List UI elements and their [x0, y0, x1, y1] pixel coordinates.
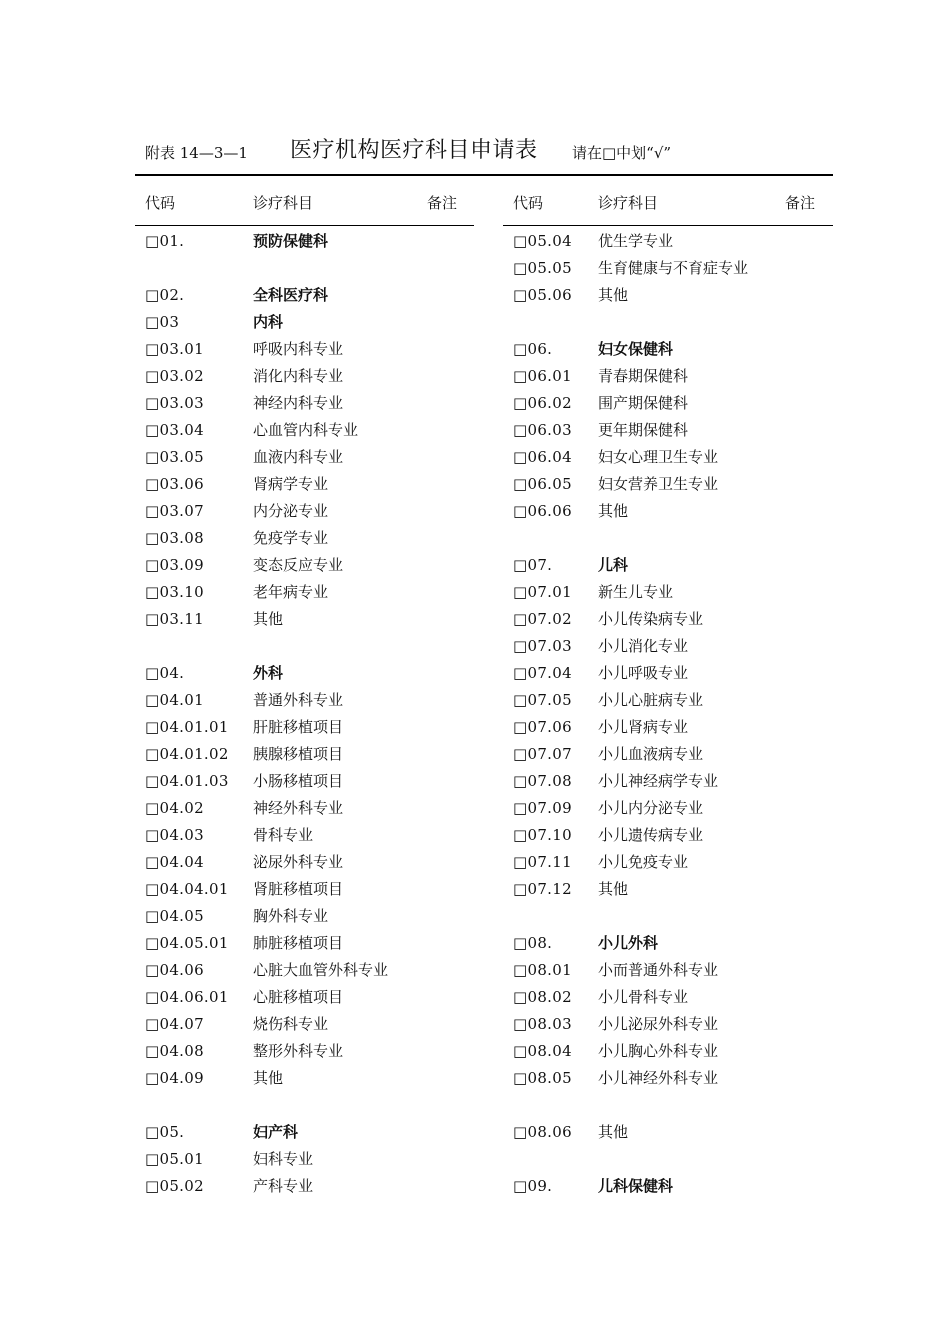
subject-row[interactable]: [513, 255, 833, 282]
subject-row[interactable]: [513, 660, 833, 687]
subject-row[interactable]: [145, 498, 474, 525]
subject-code: □04.06: [145, 961, 204, 979]
subject-row[interactable]: [513, 444, 833, 471]
subject-code: □05.: [145, 1123, 185, 1141]
subject-code: □06.02: [513, 394, 572, 412]
subject-code: □07.12: [513, 880, 572, 898]
subject-row[interactable]: [145, 579, 474, 606]
subject-row[interactable]: [513, 417, 833, 444]
subject-row[interactable]: [513, 579, 833, 606]
subject-code: □04.08: [145, 1042, 204, 1060]
subject-code: □03.10: [145, 583, 204, 601]
subject-code: □03.11: [145, 610, 204, 628]
subject-row[interactable]: [145, 1011, 474, 1038]
subject-code: □03.08: [145, 529, 204, 547]
subject-row[interactable]: [513, 1119, 833, 1146]
subject-name: 其他: [598, 880, 629, 898]
subject-row[interactable]: [145, 660, 474, 687]
subject-name: 普通外科专业: [253, 691, 344, 709]
subject-row[interactable]: [145, 228, 474, 255]
subject-name: 消化内科专业: [253, 367, 344, 385]
subject-name: 产科专业: [253, 1177, 314, 1195]
subject-row[interactable]: [513, 714, 833, 741]
blank-row: [513, 1146, 833, 1173]
subject-row[interactable]: [145, 552, 474, 579]
right-column-header: [513, 186, 833, 216]
subject-code: □07.01: [513, 583, 572, 601]
subject-name: 呼吸内科专业: [253, 340, 344, 358]
subject-code: □05.02: [145, 1177, 204, 1195]
left-column: [145, 186, 474, 1195]
subject-name: 青春期保健科: [598, 367, 689, 385]
subject-code: □05.04: [513, 232, 572, 250]
subject-row[interactable]: [145, 822, 474, 849]
subject-name: 其他: [253, 1069, 284, 1087]
blank-row: [145, 633, 474, 660]
subject-code: □04.04: [145, 853, 204, 871]
subject-code: □06.: [513, 340, 553, 358]
subject-code: □08.06: [513, 1123, 572, 1141]
subject-row[interactable]: [145, 768, 474, 795]
subject-row[interactable]: [145, 903, 474, 930]
subject-row[interactable]: [513, 984, 833, 1011]
subject-row[interactable]: [145, 687, 474, 714]
subject-category: 妇女保健科: [598, 340, 674, 358]
subject-code: □08.05: [513, 1069, 572, 1087]
subject-name: 肾脏移植项目: [253, 880, 344, 898]
subject-code: □04.01.02: [145, 745, 229, 763]
subject-row[interactable]: [513, 471, 833, 498]
subject-name: 小儿遗传病专业: [598, 826, 704, 844]
subject-row[interactable]: [145, 363, 474, 390]
subject-name: 肾病学专业: [253, 475, 329, 493]
subject-code: □04.07: [145, 1015, 204, 1033]
subject-row[interactable]: [145, 849, 474, 876]
subject-row[interactable]: [145, 1146, 474, 1173]
subject-row[interactable]: [145, 957, 474, 984]
subject-category: 妇产科: [253, 1123, 299, 1141]
subject-code: □04.04.01: [145, 880, 229, 898]
subject-row[interactable]: [145, 444, 474, 471]
subject-code: □03.02: [145, 367, 204, 385]
subject-code: □03.01: [145, 340, 204, 358]
subject-category: 小儿外科: [598, 934, 659, 952]
subject-code: □07.04: [513, 664, 572, 682]
subject-code: □07.06: [513, 718, 572, 736]
subject-code: □04.01: [145, 691, 204, 709]
subject-name: 内分泌专业: [253, 502, 329, 520]
subject-code: □07.07: [513, 745, 572, 763]
subject-name: 老年病专业: [253, 583, 329, 601]
subject-row[interactable]: [513, 498, 833, 525]
subject-row[interactable]: [513, 741, 833, 768]
subject-name: 妇科专业: [253, 1150, 314, 1168]
subject-row[interactable]: [513, 363, 833, 390]
subject-name: 肝脏移植项目: [253, 718, 344, 736]
subject-name: 小儿血液病专业: [598, 745, 704, 763]
subject-name: 小儿传染病专业: [598, 610, 704, 628]
subject-name: 变态反应专业: [253, 556, 344, 574]
subject-name: 小儿消化专业: [598, 637, 689, 655]
subject-code: □06.06: [513, 502, 572, 520]
subject-code: □04.01.01: [145, 718, 229, 736]
subject-name: 心脏移植项目: [253, 988, 344, 1006]
subject-row[interactable]: [513, 930, 833, 957]
subject-name: 围产期保健科: [598, 394, 689, 412]
subject-row[interactable]: [513, 849, 833, 876]
subject-row[interactable]: [513, 552, 833, 579]
subject-name: 胸外科专业: [253, 907, 329, 925]
subject-name: 优生学专业: [598, 232, 674, 250]
subject-row[interactable]: [513, 228, 833, 255]
subject-code: □06.03: [513, 421, 572, 439]
subject-code: □08.: [513, 934, 553, 952]
subject-code: □02.: [145, 286, 185, 304]
subject-code: □07.11: [513, 853, 572, 871]
left-row-list: [145, 228, 474, 1200]
subject-name: 新生儿专业: [598, 583, 674, 601]
subject-category: 外科: [253, 664, 284, 682]
subject-name: 心血管内科专业: [253, 421, 359, 439]
blank-row: [513, 1092, 833, 1119]
subject-row[interactable]: [145, 525, 474, 552]
subject-name: 神经外科专业: [253, 799, 344, 817]
subject-name: 小儿肾病专业: [598, 718, 689, 736]
subject-code: □03.09: [145, 556, 204, 574]
top-rule: [135, 174, 833, 176]
subject-code: □03.07: [145, 502, 204, 520]
subject-code: □03.05: [145, 448, 204, 466]
header-subject: 诊疗科目: [598, 194, 659, 212]
subject-row[interactable]: [145, 1119, 474, 1146]
subject-code: □04.02: [145, 799, 204, 817]
subject-code: □01.: [145, 232, 185, 250]
subject-name: 胰腺移植项目: [253, 745, 344, 763]
subject-category: 预防保健科: [253, 232, 329, 250]
subject-row[interactable]: [145, 606, 474, 633]
subject-name: 小儿心脏病专业: [598, 691, 704, 709]
blank-row: [513, 525, 833, 552]
subject-name: 其他: [598, 286, 629, 304]
right-header-rule: [503, 225, 833, 226]
subject-name: 小肠移植项目: [253, 772, 344, 790]
subject-name: 其他: [598, 502, 629, 520]
subject-code: □08.03: [513, 1015, 572, 1033]
subject-code: □05.01: [145, 1150, 204, 1168]
subject-row[interactable]: [513, 282, 833, 309]
subject-name: 小儿骨科专业: [598, 988, 689, 1006]
subject-name: 骨科专业: [253, 826, 314, 844]
subject-category: 内科: [253, 313, 284, 331]
subject-code: □03: [145, 313, 180, 331]
blank-row: [145, 255, 474, 282]
subject-code: □04.01.03: [145, 772, 229, 790]
subject-code: □04.03: [145, 826, 204, 844]
subject-name: 妇女心理卫生专业: [598, 448, 719, 466]
subject-row[interactable]: [513, 1173, 833, 1200]
header-subject: 诊疗科目: [253, 194, 314, 212]
subject-name: 妇女营养卫生专业: [598, 475, 719, 493]
page-title: 医疗机构医疗科目申请表: [290, 138, 538, 163]
title-row: [145, 133, 835, 167]
subject-row[interactable]: [145, 417, 474, 444]
subject-code: □04.05.01: [145, 934, 229, 952]
subject-code: □05.05: [513, 259, 572, 277]
subject-code: □07.: [513, 556, 553, 574]
subject-name: 血液内科专业: [253, 448, 344, 466]
subject-name: 小儿泌尿外科专业: [598, 1015, 719, 1033]
subject-name: 小儿免疫专业: [598, 853, 689, 871]
table-number: 附表 14—3—1: [145, 144, 248, 162]
subject-row[interactable]: [145, 471, 474, 498]
subject-code: □04.09: [145, 1069, 204, 1087]
blank-row: [145, 1092, 474, 1119]
subject-row[interactable]: [513, 795, 833, 822]
subject-code: □03.06: [145, 475, 204, 493]
right-column: [513, 186, 833, 1195]
subject-row[interactable]: [513, 1011, 833, 1038]
subject-name: 肺脏移植项目: [253, 934, 344, 952]
subject-name: 更年期保健科: [598, 421, 689, 439]
subject-name: 烧伤科专业: [253, 1015, 329, 1033]
header-code: 代码: [145, 194, 176, 212]
subject-row[interactable]: [145, 741, 474, 768]
subject-code: □08.01: [513, 961, 572, 979]
subject-code: □07.09: [513, 799, 572, 817]
header-code: 代码: [513, 194, 544, 212]
subject-row[interactable]: [145, 795, 474, 822]
subject-row[interactable]: [513, 606, 833, 633]
subject-code: □03.03: [145, 394, 204, 412]
subject-name: 小儿神经外科专业: [598, 1069, 719, 1087]
header-remark: 备注: [427, 194, 458, 212]
subject-code: □06.04: [513, 448, 572, 466]
subject-name: 小儿内分泌专业: [598, 799, 704, 817]
subject-row[interactable]: [513, 1038, 833, 1065]
subject-row[interactable]: [145, 390, 474, 417]
subject-row[interactable]: [513, 390, 833, 417]
subject-row[interactable]: [145, 984, 474, 1011]
subject-name: 小儿呼吸专业: [598, 664, 689, 682]
subject-code: □06.05: [513, 475, 572, 493]
subject-row[interactable]: [145, 714, 474, 741]
subject-name: 生育健康与不育症专业: [598, 259, 749, 277]
subject-category: 全科医疗科: [253, 286, 329, 304]
blank-row: [513, 309, 833, 336]
blank-row: [513, 903, 833, 930]
subject-name: 小儿神经病学专业: [598, 772, 719, 790]
subject-code: □04.: [145, 664, 185, 682]
subject-row[interactable]: [513, 768, 833, 795]
left-column-header: [145, 186, 474, 216]
header-remark: 备注: [785, 194, 816, 212]
subject-row[interactable]: [513, 633, 833, 660]
subject-code: □04.05: [145, 907, 204, 925]
subject-name: 神经内科专业: [253, 394, 344, 412]
subject-category: 儿科保健科: [598, 1177, 674, 1195]
subject-name: 小而普通外科专业: [598, 961, 719, 979]
subject-row[interactable]: [145, 309, 474, 336]
subject-name: 免疫学专业: [253, 529, 329, 547]
subject-row[interactable]: [513, 957, 833, 984]
subject-row[interactable]: [145, 1038, 474, 1065]
subject-code: □07.08: [513, 772, 572, 790]
subject-row[interactable]: [145, 282, 474, 309]
right-row-list: [513, 228, 833, 1200]
subject-row[interactable]: [145, 1065, 474, 1092]
subject-code: □04.06.01: [145, 988, 229, 1006]
subject-code: □07.10: [513, 826, 572, 844]
subject-code: □08.04: [513, 1042, 572, 1060]
subject-code: □07.03: [513, 637, 572, 655]
subject-name: 心脏大血管外科专业: [253, 961, 389, 979]
subject-code: □05.06: [513, 286, 572, 304]
left-header-rule: [135, 225, 474, 226]
subject-code: □08.02: [513, 988, 572, 1006]
subject-code: □07.05: [513, 691, 572, 709]
subject-row[interactable]: [513, 822, 833, 849]
subject-row[interactable]: [513, 336, 833, 363]
subject-row[interactable]: [145, 1173, 474, 1200]
subject-row[interactable]: [145, 876, 474, 903]
subject-row[interactable]: [145, 930, 474, 957]
subject-name: 整形外科专业: [253, 1042, 344, 1060]
subject-name: 泌尿外科专业: [253, 853, 344, 871]
subject-row[interactable]: [513, 1065, 833, 1092]
subject-code: □09.: [513, 1177, 553, 1195]
subject-code: □06.01: [513, 367, 572, 385]
subject-name: 其他: [598, 1123, 629, 1141]
instruction-hint: 请在□中划“√”: [572, 144, 672, 162]
subject-name: 其他: [253, 610, 284, 628]
subject-name: 小儿胸心外科专业: [598, 1042, 719, 1060]
subject-code: □03.04: [145, 421, 204, 439]
subject-code: □07.02: [513, 610, 572, 628]
subject-row[interactable]: [513, 687, 833, 714]
subject-category: 儿科: [598, 556, 629, 574]
subject-row[interactable]: [145, 336, 474, 363]
subject-row[interactable]: [513, 876, 833, 903]
